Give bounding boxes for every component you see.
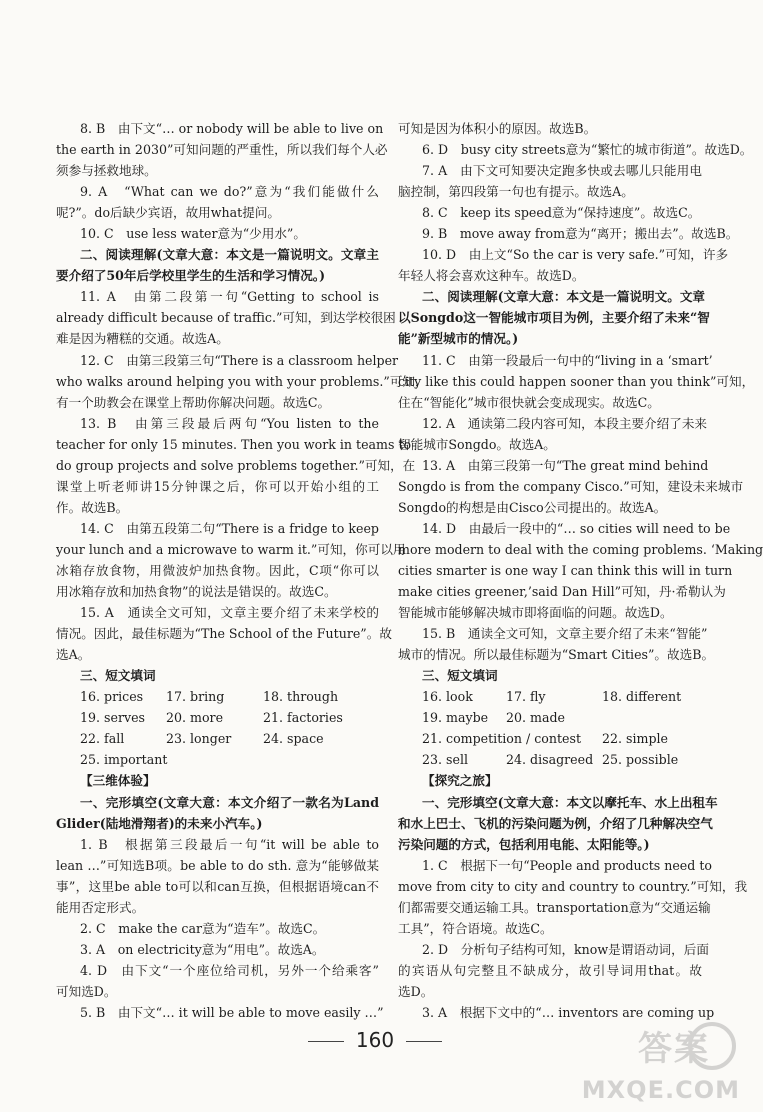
left-line: 二、阅读理解(文章大意：本文是一篇说明文。文章主 <box>80 247 379 263</box>
left-column <box>56 118 428 1023</box>
left-paragraphs-2 <box>56 770 384 1023</box>
left2-line: 5. B 由下文“… it will be able to move easily …” <box>80 1004 384 1020</box>
left2-line: 3. A on electricity意为“用电”。故选A。 <box>80 941 325 957</box>
right-line: 城市的情况。所以最佳标题为“Smart Cities”。故选B。 <box>398 647 715 663</box>
word-answer: 19. maybe <box>422 710 489 726</box>
left-line: 有一个助教会在课堂上帮助你解决问题。故选C。 <box>56 394 331 410</box>
left-line: 选A。 <box>56 647 91 663</box>
right2-line: 工具”，符合语境。故选C。 <box>398 920 553 936</box>
word-answer: 18. through <box>263 689 339 705</box>
word-answer: 16. prices <box>80 689 144 705</box>
right-line: 6. D busy city streets意为“繁忙的城市街道”。故选D。 <box>422 142 753 158</box>
left2-line: 能用否定形式。 <box>56 899 145 915</box>
word-answer: 21. competition / contest <box>422 731 582 747</box>
word-answer: 20. made <box>506 710 565 726</box>
word-answer <box>263 749 373 770</box>
right-column <box>398 118 763 1023</box>
watermark-bottom-text: MXQE.COM <box>581 1076 740 1104</box>
word-row <box>398 728 702 749</box>
word-row <box>56 686 379 707</box>
left2-line: 2. C make the car意为“造车”。故选C。 <box>80 920 326 936</box>
left2-line: lean …”可知选B项。be able to do sth. 意为“能够做某 <box>56 857 379 873</box>
word-answer: 23. longer <box>166 731 232 747</box>
left-word-list <box>56 686 379 770</box>
right-line: 13. A 由第三段第一句“The great mind behind <box>422 457 709 473</box>
left-line: the earth in 2030”可知问题的严重性，所以我们每个人必 <box>56 142 388 158</box>
left-line: your lunch and a microwave to warm it.”可知，你可以用 <box>56 541 406 557</box>
right-line: Songdo的构想是由Cisco公司提出的。故选A。 <box>398 499 667 515</box>
right-line: city like this could happen sooner than you think”可知， <box>398 373 755 389</box>
right-line: 可知是因为体积小的原因。故选B。 <box>398 121 597 136</box>
right-line: 15. B 通读全文可知，文章主要介绍了未来“智能” <box>422 626 708 642</box>
word-answer <box>506 728 602 749</box>
right-line: 11. C 由第一段最后一句中的“living in a ‘smart’ <box>422 352 713 368</box>
right-line: 以Songdo这一智能城市项目为例，主要介绍了未来“智 <box>398 310 710 326</box>
left-line: 冰箱存放食物，用微波炉加热食物。因此，C项“你可以 <box>56 562 379 578</box>
word-answer <box>166 749 263 770</box>
right2-line: 1. C 根据下一句“People and products need to <box>422 857 712 873</box>
left-line: 14. C 由第五段第二句“There is a fridge to keep <box>80 520 379 536</box>
left-line: 用冰箱存放和加热食物”的说法是错误的。故选C。 <box>56 584 337 600</box>
word-answer: 24. disagreed <box>506 752 594 768</box>
word-row <box>56 707 379 728</box>
watermark-logo <box>581 1020 740 1104</box>
right2-line: 的宾语从句完整且不缺成分，故引导词用that。故 <box>398 962 702 978</box>
page-number-text: 160 <box>355 1028 395 1052</box>
word-answer: 24. space <box>263 731 324 747</box>
left2-line: 事”，这里be able to可以和can互换，但根据语境can不 <box>56 878 379 894</box>
left2-line: 可知选D。 <box>56 983 117 999</box>
left-line: 11. A 由第二段第一句“Getting to school is <box>80 289 379 305</box>
left2-line: 【三维体验】 <box>80 773 156 789</box>
right-word-list <box>398 686 702 770</box>
right2-line: 3. A 根据下文中的“… inventors are coming up <box>422 1004 715 1020</box>
left-line: teacher for only 15 minutes. Then you work in teams to <box>56 436 412 452</box>
watermark-top-text: 答案 <box>638 1029 710 1069</box>
right-line: more modern to deal with the coming problems. ‘Making <box>398 541 763 557</box>
right-line: 智能城市Songdo。故选A。 <box>398 436 556 452</box>
left2-line: 1. B 根据第三段最后一句“it will be able to <box>80 836 379 852</box>
right-line: make cities greener,’said Dan Hill”可知，丹·希勒认为 <box>398 584 726 600</box>
word-answer: 17. fly <box>506 689 546 705</box>
word-answer: 20. more <box>166 710 224 726</box>
left-line: 10. C use less water意为“少用水”。 <box>80 226 306 242</box>
left-line: 难是因为糟糕的交通。故选A。 <box>56 331 229 347</box>
word-answer: 19. serves <box>80 710 145 726</box>
right-line: 住在“智能化”城市很快就会变成现实。故选C。 <box>398 394 660 410</box>
word-answer: 18. different <box>602 689 682 705</box>
right-line: 智能城市能够解决城市即将面临的问题。故选D。 <box>398 605 673 621</box>
word-answer: 23. sell <box>422 752 469 768</box>
left2-line: 一、完形填空(文章大意：本文介绍了一款名为Land <box>80 794 379 810</box>
right2-line: 选D。 <box>398 983 434 999</box>
left-line: 9. A “What can we do?”意为“我们能做什么 <box>80 184 379 200</box>
left-line: 8. B 由下文“… or nobody will be able to live on <box>80 121 384 136</box>
left-paragraphs <box>56 118 428 686</box>
word-answer: 22. fall <box>80 731 125 747</box>
right2-line: 【探究之旅】 <box>422 773 498 789</box>
word-answer: 17. bring <box>166 689 225 705</box>
word-row <box>56 749 379 770</box>
left-line: 三、短文填词 <box>80 668 156 684</box>
word-answer: 16. look <box>422 689 473 705</box>
word-answer: 21. factories <box>263 710 343 726</box>
left-line: who walks around helping you with your problems.”可知， <box>56 373 428 389</box>
right2-line: 和水上巴士、飞机的污染问题为例，介绍了几种解决空气 <box>398 815 713 831</box>
right-line: Songdo is from the company Cisco.”可知，建设未来城市 <box>398 478 744 494</box>
right-line: 7. A 由下文可知要决定跑多快或去哪儿只能用电 <box>422 163 702 179</box>
left-line: 作。故选B。 <box>56 499 129 515</box>
right2-line: 2. D 分析句子结构可知，know是谓语动词，后面 <box>422 941 709 957</box>
right-line: 14. D 由最后一段中的“… so cities will need to be <box>422 520 731 536</box>
right2-line: 们都需要交通运输工具。transportation意为“交通运输 <box>398 899 711 915</box>
left2-line: 4. D 由下文“一个座位给司机，另外一个给乘客” <box>80 962 379 978</box>
left-line: 情况。因此，最佳标题为“The School of the Future”。故 <box>56 626 392 642</box>
right2-line: 一、完形填空(文章大意：本文以摩托车、水上出租车 <box>422 794 718 810</box>
word-answer: 25. possible <box>602 752 679 768</box>
left-line: 12. C 由第三段第三句“There is a classroom helper <box>80 352 399 368</box>
right-line: 脑控制，第四段第一句也有提示。故选A。 <box>398 184 634 200</box>
right-line: 二、阅读理解(文章大意：本文是一篇说明文。文章 <box>422 289 706 305</box>
right-line: cities smarter is one way I can think this will in turn <box>398 562 733 578</box>
word-row <box>398 707 702 728</box>
left-line: 15. A 通读全文可知，文章主要介绍了未来学校的 <box>80 605 379 621</box>
right-line: 12. A 通读第二段内容可知，本段主要介绍了未来 <box>422 415 708 431</box>
right-line: 8. C keep its speed意为“保持速度”。故选C。 <box>422 205 701 221</box>
right-line: 年轻人将会喜欢这种车。故选D。 <box>398 268 585 284</box>
right-line: 三、短文填词 <box>422 668 498 684</box>
word-answer: 22. simple <box>602 731 669 747</box>
right-line: 10. D 由上文“So the car is very safe.”可知，许多 <box>422 247 729 263</box>
left-line: 课堂上听老师讲15分钟课之后，你可以开始小组的工 <box>56 478 379 494</box>
left-line: 须参与拯救地球。 <box>56 163 157 179</box>
right-line: 能”新型城市的情况。) <box>398 331 519 347</box>
left-line: already difficult because of traffic.”可知，到达学校很困 <box>56 310 396 326</box>
left-line: 13. B 由第三段最后两句“You listen to the <box>80 415 379 431</box>
right-paragraphs <box>398 118 763 686</box>
right-paragraphs-2 <box>398 770 748 1023</box>
word-row <box>56 728 379 749</box>
right-line: 9. B move away from意为“离开；搬出去”。故选B。 <box>422 226 739 242</box>
right2-line: 污染问题的方式，包括利用电能、太阳能等。) <box>398 836 650 852</box>
right2-line: move from city to city and country to country.”可知，我 <box>398 878 748 894</box>
word-answer <box>602 707 702 728</box>
left-line: 要介绍了50年后学校里学生的生活和学习情况。) <box>56 268 326 284</box>
left-line: 呢?”。do后缺少宾语，故用what提问。 <box>56 205 281 221</box>
word-row <box>398 686 702 707</box>
word-row <box>398 749 702 770</box>
left2-line: Glider(陆地滑翔者)的未来小汽车。) <box>56 815 263 831</box>
left-line: do group projects and solve problems together.”可知，在 <box>56 457 416 473</box>
word-answer: 25. important <box>80 752 168 768</box>
